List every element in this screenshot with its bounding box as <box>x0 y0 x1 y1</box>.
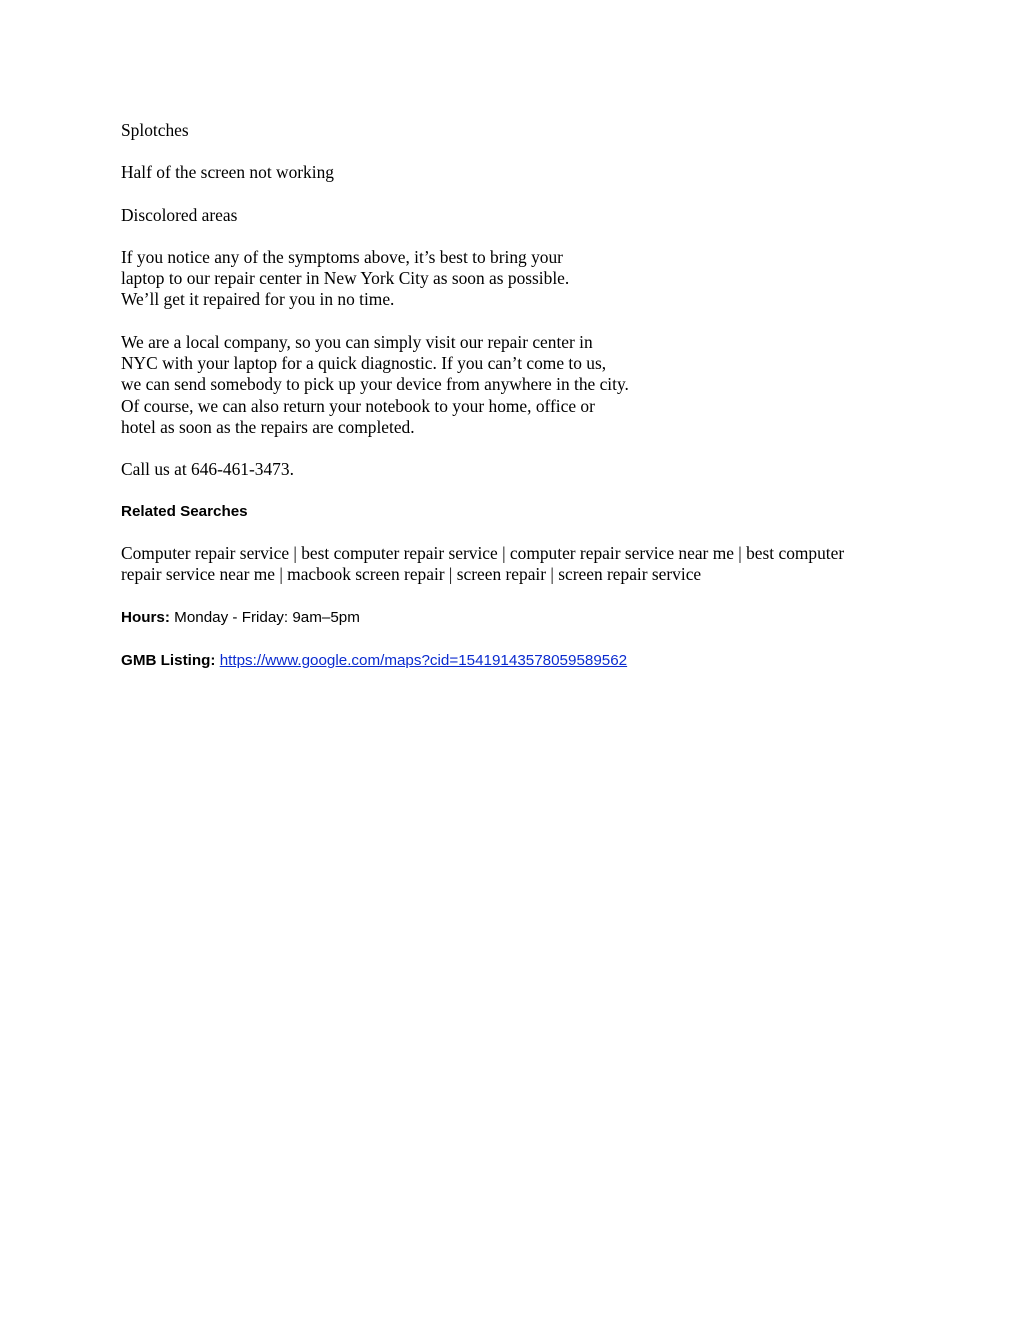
hours-row <box>121 607 360 628</box>
gmb-line <box>121 650 627 671</box>
symptom-text: Discolored areas <box>121 205 238 225</box>
local-line: hotel as soon as the repairs are completed. <box>121 416 415 437</box>
local-line: we can send somebody to pick up your device from anywhere in the city. <box>121 374 629 395</box>
local-line: Of course, we can also return your notebook to your home, office or <box>121 395 595 416</box>
hours-label: Hours: <box>121 609 170 626</box>
related-searches-heading <box>121 501 248 522</box>
symptom-1 <box>121 120 189 141</box>
hours-line <box>121 607 360 628</box>
local-company-paragraph <box>121 332 629 438</box>
related-searches-list <box>121 543 844 585</box>
advice-paragraph <box>121 247 569 311</box>
local-line: NYC with your laptop for a quick diagnostic. If you can’t come to us, <box>121 353 607 374</box>
local-line: We are a local company, so you can simply visit our repair center in <box>121 332 593 352</box>
symptom-2 <box>121 162 334 183</box>
call-paragraph <box>121 459 294 480</box>
advice-line: laptop to our repair center in New York City as soon as possible. <box>121 268 570 289</box>
gmb-link[interactable]: https://www.google.com/maps?cid=15419143578059589562 <box>219 652 628 669</box>
related-line: Computer repair service | best computer repair service | computer repair service near me | best computer <box>121 543 845 563</box>
related-heading-text: Related Searches <box>121 503 248 520</box>
advice-line: If you notice any of the symptoms above, it’s best to bring your <box>121 247 563 267</box>
symptom-3 <box>121 205 237 226</box>
call-text: Call us at 646-461-3473. <box>121 459 294 479</box>
gmb-row <box>121 650 627 671</box>
gmb-label: GMB Listing: <box>121 652 216 669</box>
related-line: repair service near me | macbook screen repair | screen repair | screen repair service <box>121 564 702 585</box>
advice-line: We’ll get it repaired for you in no time. <box>121 289 395 310</box>
symptom-text: Splotches <box>121 120 189 140</box>
symptom-text: Half of the screen not working <box>121 162 334 182</box>
hours-value: Monday - Friday: 9am–5pm <box>174 609 360 626</box>
